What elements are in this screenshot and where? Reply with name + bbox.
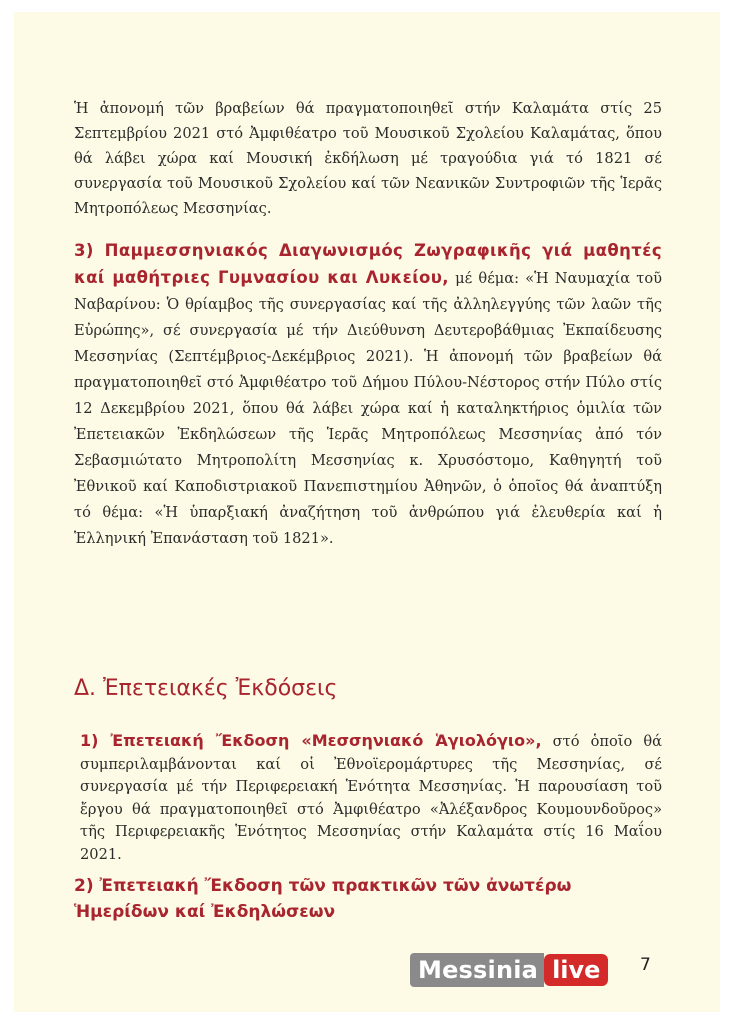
logo-live-text: live — [544, 954, 608, 986]
intro-paragraph: Ἡ ἀπονομή τῶν βραβείων θά πραγματοποιηθεῖ στήν Καλαμάτα στίς 25 Σεπτεμβρίου 2021 στό Ἀμφιθέατρο τοῦ Μουσικοῦ Σχολείου Καλαμάτας, ὅπου θά λάβει χώρα καί Μουσική ἐκδήλωση μέ τραγούδια γιά τό 1821 σέ συνεργασία τοῦ Μουσικοῦ Σχολείου καί τῶν Νεανικῶν Συντροφιῶν τῆς Ἱερᾶς Μητροπόλεως Μεσσηνίας. — [74, 100, 662, 217]
section-d-item-2-heading: 2) Ἐπετειακή Ἔκδοση τῶν πρακτικῶν τῶν ἀνωτέρω Ἡμερίδων καί Ἐκδηλώσεων — [74, 876, 572, 922]
section-d-title: Δ. Ἐπετειακές Ἐκδόσεις — [74, 676, 338, 701]
section-d-item-1-heading: 1) Ἐπετειακή Ἔκδοση «Μεσσηνιακό Ἁγιολόγιο», — [80, 731, 542, 750]
item-3-body: μέ θέμα: «Ἡ Ναυμαχία τοῦ Ναβαρίνου: Ὁ θρίαμβος τῆς συνεργασίας καί τῆς ἀλληλεγγύης τῶν λαῶν τῆς Εὐρώπης», σέ συνεργασία μέ τήν Διεύθυνση Δευτεροβάθμιας Ἐκπαίδευσης Μεσσηνίας (Σεπτέμβριος-Δεκέμβριος 2021). Ἡ ἀπονομή τῶν βραβείων θά πραγματοποιηθεῖ στό Ἀμφιθέατρο τοῦ Δήμου Πύλου-Νέστορος στήν Πύλο στίς 12 Δεκεμβρίου 2021, ὅπου θά λάβει χώρα καί ἡ καταληκτήριος ὁμιλία τῶν Ἐπετειακῶν Ἐκδηλώσεων τῆς Ἱερᾶς Μητροπόλεως Μεσσηνίας ἀπό τόν Σεβασμιώτατο Μητροπολίτη Μεσσηνίας κ. Χρυσόστομο, Καθηγητή τοῦ Ἐθνικοῦ καί Καποδιστριακοῦ Πανεπιστημίου Ἀθηνῶν, ὁ ὁποῖος θά ἀναπτύξη τό θέμα: «Ἡ ὑπαρξιακή ἀναζήτηση τοῦ ἀνθρώπου γιά ἐλευθερία καί ἡ Ἑλληνική Ἐπανάσταση τοῦ 1821». — [74, 270, 662, 547]
section-d-item-1-paragraph — [80, 730, 662, 866]
item-3-heading: 3) Παμμεσσηνιακός Διαγωνισμός Ζωγραφικῆς γιά μαθητές καί μαθήτριες Γυμνασίου και Λυκείου, — [74, 241, 662, 287]
messinia-live-logo — [410, 953, 609, 987]
item-3-paragraph — [74, 238, 662, 552]
logo-messinia-text: Messinia — [410, 953, 544, 987]
page-number: 7 — [640, 955, 651, 975]
section-d-item-1-body: στό ὁποῖο θά συμπεριλαμβάνονται καί οἱ Ἐθνοϊερομάρτυρες τῆς Μεσσηνίας, σέ συνεργασία μέ τήν Περιφερειακή Ἑνότητα Μεσσηνίας. Ἡ παρουσίαση τοῦ ἔργου θά πραγματοποιηθεῖ στό Ἀμφιθέατρο «Ἀλέξανδρος Κουμουνδοῦρος» τῆς Περιφερειακῆς Ἑνότητος Μεσσηνίας στήν Καλαμάτα στίς 16 Μαΐου 2021. — [80, 733, 662, 863]
